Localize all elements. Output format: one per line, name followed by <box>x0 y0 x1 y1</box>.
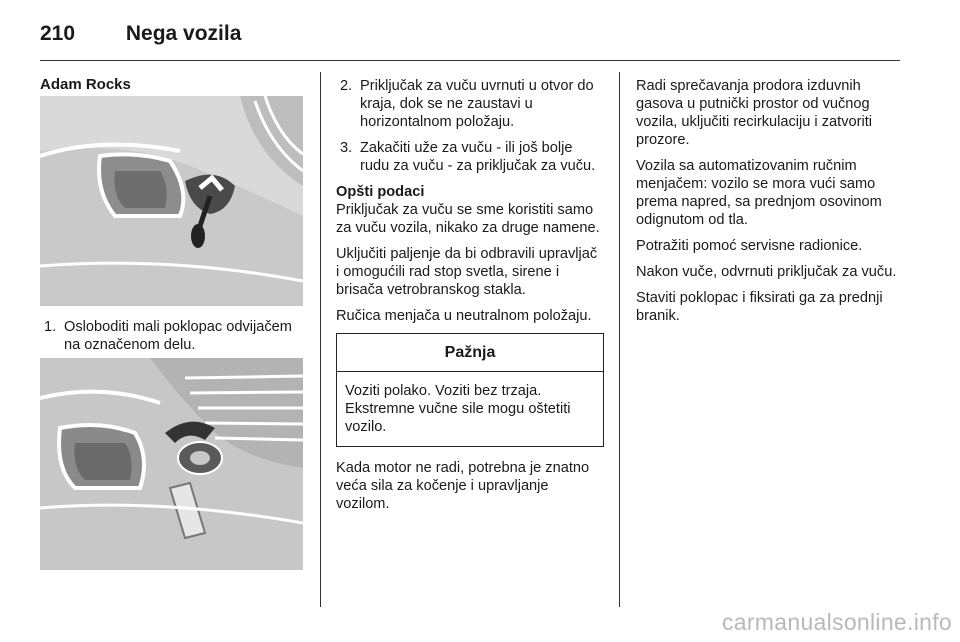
step-1-text: Osloboditi mali poklopac odvijačem na označenom delu. <box>64 319 292 353</box>
column-divider-2 <box>619 72 620 607</box>
caution-body: Voziti polako. Voziti bez trzaja. Ekstremne vučne sile mogu oštetiti vozilo. <box>345 383 571 435</box>
caution-title: Pažnja <box>337 334 603 372</box>
watermark: carmanualsonline.info <box>721 609 952 635</box>
figure-hook-insertion <box>40 358 303 570</box>
col3-para-2: Vozila sa automatizovanim ručnim menjačem: vozilo se mora vući samo prema napred, sa prednjom osovinom odignutom od tla. <box>636 158 882 228</box>
page-number: 210 <box>40 22 76 45</box>
general-para-1: Priključak za vuču se sme koristiti samo za vuču vozila, nikako za druge namene. <box>336 202 600 236</box>
step-2-number: 2. <box>340 78 353 94</box>
page-header <box>40 22 241 46</box>
model-heading: Adam Rocks <box>40 76 131 93</box>
general-para-3: Ručica menjača u neutralnom položaju. <box>336 308 592 324</box>
column-divider-1 <box>320 72 321 607</box>
page-title: Nega vozila <box>125 22 242 45</box>
step-1 <box>40 318 305 362</box>
step-3-number: 3. <box>340 140 353 156</box>
column-2 <box>336 77 604 521</box>
col3-para-1: Radi sprečavanja prodora izduvnih gasova u putnički prostor od vučnog vozila, uključiti recirkulaciju i zatvoriti prozore. <box>636 78 873 148</box>
general-para-4: Kada motor ne radi, potrebna je znatno veća sila za kočenje i upravljanje vozilom. <box>336 460 590 512</box>
caution-box <box>336 333 604 447</box>
header-rule <box>40 60 900 61</box>
column-1 <box>40 76 305 98</box>
general-para-2: Uključiti paljenje da bi odbravili upravljač i omogućili rad stop svetla, sirene i brisača vetrobranskog stakla. <box>336 246 598 298</box>
col3-para-4: Nakon vuče, odvrnuti priključak za vuču. <box>636 264 897 280</box>
column-3 <box>636 77 904 333</box>
section-title: Opšti podaci <box>336 184 425 200</box>
step-1-number: 1. <box>44 319 57 335</box>
step-3-text: Zakačiti uže za vuču - ili još bolje rudu za vuču - za priključak za vuču. <box>360 140 596 174</box>
step-2-text: Priključak za vuču uvrnuti u otvor do kraja, dok se ne zaustavi u horizontalnom položaju. <box>360 78 594 130</box>
col3-para-3: Potražiti pomoć servisne radionice. <box>636 238 863 254</box>
figure-cover-removal <box>40 96 303 306</box>
col3-para-5: Staviti poklopac i fiksirati ga za prednji branik. <box>636 290 883 324</box>
